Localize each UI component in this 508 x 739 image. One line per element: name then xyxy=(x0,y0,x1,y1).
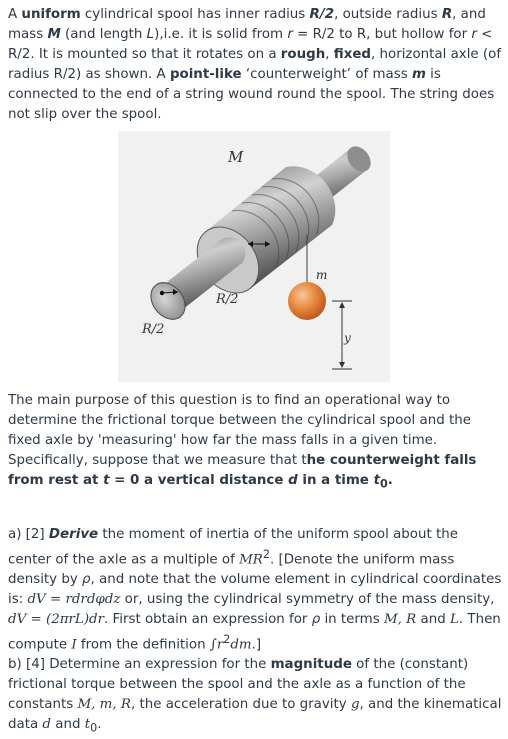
text-run: = 0 a vertical distance xyxy=(109,473,289,488)
text-run: , outside radius xyxy=(334,7,442,22)
text-run: t xyxy=(103,473,110,488)
text-run: from the definition xyxy=(76,637,210,653)
text-run: and xyxy=(416,612,450,628)
text-run: b) [4] Determine an expression for the xyxy=(8,657,271,672)
y-arrowhead-bottom xyxy=(339,362,345,368)
text-run: = R/2 to R, but hollow for xyxy=(292,27,472,42)
text-run: ‘counterweight’ of mass xyxy=(241,67,412,82)
spool-diagram xyxy=(118,131,390,382)
y-arrowhead-top xyxy=(339,302,345,308)
counterweight-ball xyxy=(288,282,326,320)
text-run: 0 xyxy=(379,477,388,491)
text-run: , xyxy=(325,47,334,62)
text-run: of the (constant) frictional torque between the spool and the axle as a function of the constants xyxy=(8,657,469,712)
math-run: MR xyxy=(239,552,263,568)
text-run: r xyxy=(287,27,293,42)
text-run: magnitude xyxy=(270,657,352,672)
text-run: m xyxy=(411,67,426,82)
text-run: and xyxy=(51,717,85,732)
text-run: , and the kinematical data xyxy=(8,697,502,732)
math-run: 0 xyxy=(90,721,98,735)
text-run: , horizontal axle (of radius R/2) as shown. A xyxy=(8,47,502,82)
math-run: M, R xyxy=(383,612,417,628)
text-run: he counterweight falls from rest at xyxy=(8,453,477,488)
text-run: uniform xyxy=(21,7,81,22)
text-run: , the acceleration due to gravity xyxy=(130,697,351,712)
math-run: dV = rdrdφdz xyxy=(27,592,121,608)
label-M: M xyxy=(228,148,244,166)
label-R2-upper: R/2 xyxy=(216,292,239,307)
text-run: fixed xyxy=(333,47,372,62)
math-run: 2 xyxy=(262,548,270,561)
text-run: R/2 xyxy=(309,7,335,22)
text-run: L xyxy=(146,27,155,42)
text-run: a) [2] xyxy=(8,527,49,542)
text-run: ),i.e. it is solid from xyxy=(154,27,288,42)
math-run: 2 xyxy=(223,633,231,647)
text-run: t xyxy=(373,473,380,488)
intro-paragraph xyxy=(8,5,502,125)
label-y: y xyxy=(344,331,351,345)
text-run: The main purpose of this question is to find an operational way to determine the frictional torque between the cylindrical spool and the fixed axle by 'measuring' how far the mass falls in a given time. Specifically, suppose that we measure that t xyxy=(8,393,471,468)
text-run: R xyxy=(441,7,453,22)
text-run: in a time xyxy=(297,473,374,488)
math-run: I xyxy=(71,637,77,653)
math-run: dV = (2πrL)dr xyxy=(8,612,105,628)
text-run: rough xyxy=(280,47,326,62)
text-run: , and mass xyxy=(8,7,486,42)
text-run: point-like xyxy=(169,67,242,82)
part-b-paragraph xyxy=(8,655,502,739)
text-run: in terms xyxy=(320,612,384,628)
text-run: , and note that the volume element in cylindrical coordinates is: xyxy=(8,572,502,608)
text-run: A xyxy=(8,7,22,22)
math-run: L xyxy=(449,612,459,628)
text-run: d xyxy=(288,473,298,488)
text-run: the moment of inertia of the uniform spool about the center of the axle as a multiple of xyxy=(8,527,458,568)
math-run: dm xyxy=(230,637,252,653)
text-run: .] xyxy=(251,637,262,653)
text-run: . xyxy=(97,717,102,732)
text-run: Derive xyxy=(48,527,99,542)
text-run: < R/2. It is mounted so that it rotates on a xyxy=(8,27,493,62)
label-m: m xyxy=(316,268,328,282)
text-run: . [Denote the uniform mass density by xyxy=(8,552,455,588)
text-run: cylindrical spool has inner radius xyxy=(80,7,310,22)
text-run: . Then compute xyxy=(8,612,501,653)
math-run: M, m, R xyxy=(77,697,131,712)
text-run: or, using the cylindrical symmetry of the mass density, xyxy=(120,592,495,608)
spool-figure xyxy=(118,131,390,382)
math-run: g xyxy=(350,697,360,712)
part-a-paragraph xyxy=(8,525,502,656)
text-run: ρ xyxy=(311,612,321,628)
text-run: is connected to the end of a string wound round the spool. The string does not slip over the spool. xyxy=(8,67,495,122)
label-R2-lower: R/2 xyxy=(142,322,165,337)
math-run: d xyxy=(42,717,51,732)
text-run: ρ xyxy=(82,572,91,588)
purpose-paragraph xyxy=(8,391,502,495)
text-run: r xyxy=(471,27,477,42)
text-run: . First obtain an expression for xyxy=(104,612,312,628)
text-run: . xyxy=(387,473,393,488)
math-run: ∫r xyxy=(209,637,224,653)
text-run: (and length xyxy=(60,27,147,42)
text-run: M xyxy=(47,27,61,42)
math-run: t xyxy=(84,717,91,732)
